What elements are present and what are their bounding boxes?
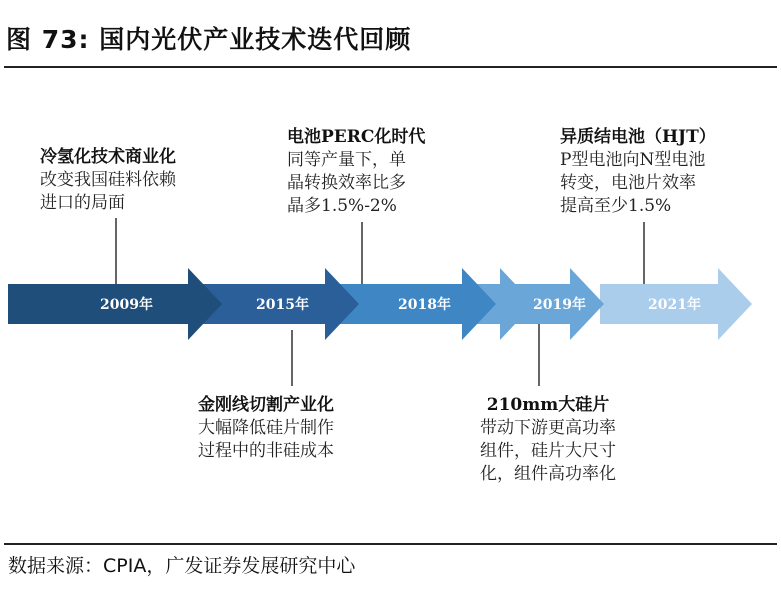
event-hjt <box>560 126 716 218</box>
source-note: 数据来源：CPIA，广发证券发展研究中心 <box>8 555 356 577</box>
event-title: 金刚线切割产业化 <box>198 395 334 415</box>
event-cold-hydrogenation <box>40 146 176 215</box>
event-desc-line: 组件，硅片大尺寸 <box>480 441 616 461</box>
event-title: 电池PERC化时代 <box>287 127 426 147</box>
year-label-2018: 2018年 <box>398 297 451 313</box>
year-label-2021: 2021年 <box>648 297 701 313</box>
event-desc-line: 带动下游更高功率 <box>480 418 616 438</box>
event-diamond-wire <box>198 394 334 463</box>
event-desc-line: P型电池向N型电池 <box>560 150 706 170</box>
source-divider <box>4 543 777 545</box>
event-title: 异质结电池（HJT） <box>560 127 716 147</box>
year-label-2019: 2019年 <box>533 297 586 313</box>
event-desc-line: 同等产量下，单 <box>287 150 406 170</box>
event-desc-line: 提高至少1.5% <box>560 196 672 216</box>
event-desc-line: 进口的局面 <box>40 193 125 213</box>
figure-title: 图 73: 国内光伏产业技术迭代回顾 <box>6 25 412 54</box>
event-title: 冷氢化技术商业化 <box>40 147 176 167</box>
event-210mm-wafer <box>468 394 628 486</box>
event-perc <box>287 126 425 218</box>
event-desc-line: 过程中的非硅成本 <box>198 441 334 461</box>
year-label-2015: 2015年 <box>256 297 309 313</box>
event-desc-line: 晶多1.5%-2% <box>287 196 397 216</box>
event-desc-line: 改变我国硅料依赖 <box>40 170 176 190</box>
year-label-2009: 2009年 <box>100 297 153 313</box>
event-title: 210mm大硅片 <box>486 395 610 415</box>
event-desc-line: 转变，电池片效率 <box>560 173 696 193</box>
event-desc-line: 晶转换效率比多 <box>287 173 406 193</box>
event-desc-line: 大幅降低硅片制作 <box>198 418 334 438</box>
event-desc-line: 化，组件高功率化 <box>480 464 616 484</box>
